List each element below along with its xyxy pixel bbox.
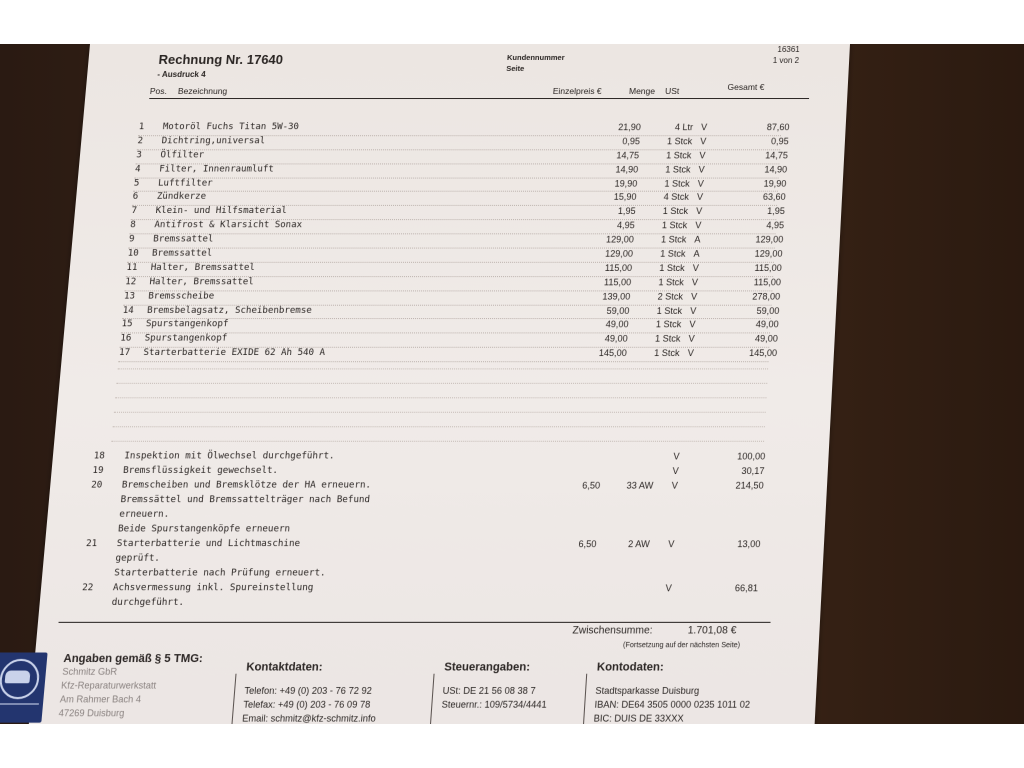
item-total: 115,00 — [754, 262, 783, 273]
item-vat-code: V — [689, 305, 697, 316]
service-row — [92, 464, 777, 479]
item-total: 145,00 — [748, 348, 778, 359]
item-total: 63,60 — [762, 192, 786, 203]
header-quantity: Menge — [628, 85, 656, 97]
item-total: 4,95 — [766, 220, 785, 231]
item-description: Filter, Innenraumluft — [158, 164, 275, 175]
item-total: 278,00 — [752, 291, 781, 302]
item-quantity: 4 Stck — [663, 192, 690, 203]
footer-divider — [581, 674, 587, 724]
item-description: Halter, Bremssattel — [150, 262, 256, 273]
contact-email: Email: schmitz@kfz-schmitz.info — [241, 713, 377, 724]
legal-info — [58, 653, 203, 721]
table-row — [133, 178, 787, 192]
tax-heading: Steuerangaben: — [443, 660, 531, 674]
invoice-title: Rechnung Nr. 17640 — [158, 51, 284, 67]
photo-background — [0, 44, 1024, 724]
item-quantity: 1 Stck — [655, 319, 682, 330]
item-vat-code: A — [694, 234, 701, 245]
item-position: 4 — [134, 164, 141, 175]
item-unit-price: 129,00 — [605, 234, 635, 245]
service-position: 22 — [81, 582, 94, 594]
service-position: 19 — [91, 465, 104, 477]
item-description: Ölfilter — [160, 150, 205, 161]
item-total: 19,90 — [763, 178, 787, 189]
item-position: 9 — [128, 234, 135, 245]
item-unit-price: 49,00 — [604, 333, 628, 345]
header-pos: Pos. — [149, 85, 168, 97]
service-total: 66,81 — [734, 582, 759, 594]
legal-line: Kfz-Reparaturwerkstatt — [60, 680, 157, 691]
item-unit-price: 115,00 — [603, 276, 632, 288]
item-unit-price: 145,00 — [598, 348, 628, 359]
item-description: Antifrost & Klarsicht Sonax — [153, 220, 303, 231]
item-position: 5 — [133, 178, 140, 189]
bank-name: Stadtsparkasse Duisburg — [595, 685, 700, 697]
item-unit-price: 49,00 — [605, 319, 629, 330]
item-quantity: 1 Stck — [656, 305, 683, 316]
service-vat-code: V — [667, 538, 675, 550]
service-table — [80, 449, 778, 610]
item-total: 129,00 — [755, 234, 784, 245]
header-unit-price: Einzelpreis € — [552, 85, 602, 97]
item-vat-code: A — [693, 248, 700, 259]
item-description: Bremsbelagsatz, Scheibenbremse — [146, 305, 313, 316]
service-description: Starterbatterie und Lichtmaschine geprüft. Starterbatterie nach Prüfung erneuert. — [113, 538, 326, 579]
item-unit-price: 115,00 — [604, 262, 633, 273]
bank-info — [593, 661, 752, 724]
item-description: Bremssattel — [151, 248, 213, 259]
item-total: 1,95 — [766, 206, 786, 217]
item-vat-code: V — [690, 291, 698, 302]
item-unit-price: 14,90 — [615, 164, 639, 175]
service-description: Inspektion mit Ölwechsel durchgeführt. — [123, 451, 335, 462]
item-total: 129,00 — [754, 248, 783, 259]
bank-bic: BIC: DUIS DE 33XXX — [593, 713, 684, 724]
service-total: 100,00 — [736, 451, 766, 462]
item-position: 14 — [122, 305, 135, 316]
item-description: Spurstangenkopf — [144, 333, 228, 345]
item-total: 49,00 — [755, 319, 779, 330]
empty-row-line — [118, 368, 768, 369]
item-description: Halter, Bremssattel — [149, 276, 255, 288]
item-quantity: 1 Stck — [664, 178, 691, 189]
item-position: 2 — [137, 136, 144, 147]
service-row — [93, 449, 778, 464]
empty-row-line — [115, 397, 766, 398]
item-vat-code: V — [687, 348, 695, 359]
item-vat-code: V — [694, 220, 702, 231]
service-vat-code: V — [672, 465, 680, 477]
item-position: 15 — [121, 319, 133, 330]
empty-row-line — [113, 426, 765, 427]
item-total: 115,00 — [753, 276, 782, 288]
item-position: 10 — [127, 248, 140, 259]
contact-info — [242, 661, 380, 724]
subtotal-value: 1.701,08 € — [687, 625, 737, 637]
table-row — [118, 348, 778, 362]
item-quantity: 1 Stck — [653, 348, 680, 359]
table-row — [137, 136, 789, 150]
table-row — [119, 333, 779, 348]
item-description: Luftfilter — [157, 178, 214, 189]
table-row — [134, 164, 788, 178]
item-position: 16 — [119, 333, 132, 345]
item-quantity: 1 Stck — [661, 220, 688, 231]
item-position: 7 — [130, 206, 138, 217]
item-unit-price: 21,90 — [617, 122, 642, 133]
customer-number-value: 16361 — [777, 44, 800, 54]
empty-row-line — [116, 383, 767, 384]
service-description: Achsvermessung inkl. Spureinstellung durchgeführt. — [111, 582, 314, 609]
table-row — [127, 248, 783, 263]
legal-heading: Angaben gemäß § 5 TMG: — [62, 652, 204, 666]
header-total: Gesamt € — [727, 81, 765, 92]
item-position: 8 — [129, 220, 137, 231]
item-position: 12 — [124, 276, 137, 288]
service-quantity: 33 AW — [626, 480, 654, 491]
item-unit-price: 139,00 — [602, 291, 631, 302]
service-description: Bremscheiben und Bremsklötze der HA erneuern. Bremssättel und Bremssattelträger nach Befund erneuern. Beide Spurstangenköpfe erneuern — [117, 480, 372, 535]
page-value: 1 von 2 — [772, 55, 800, 65]
item-total: 14,75 — [764, 150, 789, 161]
item-unit-price: 19,90 — [614, 178, 638, 189]
table-row — [132, 192, 786, 206]
item-description: Spurstangenkopf — [145, 319, 229, 330]
invoice-subtitle: - Ausdruck 4 — [156, 69, 206, 79]
item-total: 14,90 — [764, 164, 788, 175]
item-quantity: 1 Stck — [660, 234, 687, 245]
table-row — [135, 150, 789, 164]
item-description: Klein- und Hilfsmaterial — [155, 206, 288, 217]
item-table — [118, 122, 790, 362]
workshop-logo — [0, 653, 48, 723]
legal-line: 47269 Duisburg — [58, 707, 125, 719]
footer-divider — [428, 674, 434, 724]
customer-number-label: Kundennummer — [506, 52, 565, 62]
service-row — [83, 537, 773, 581]
item-unit-price: 59,00 — [606, 305, 630, 316]
service-position: 18 — [93, 451, 106, 462]
item-description: Dichtring,universal — [161, 136, 266, 147]
page-label: Seite — [505, 63, 525, 73]
bank-iban: IBAN: DE64 3505 0000 0235 1011 02 — [594, 699, 751, 710]
service-row — [87, 478, 777, 536]
continuation-note: (Fortsetzung auf der nächsten Seite) — [622, 641, 741, 650]
tax-info — [441, 661, 549, 712]
item-quantity: 4 Ltr — [674, 122, 694, 133]
invoice-footer — [25, 650, 819, 724]
empty-row-line — [114, 412, 766, 413]
item-total: 0,95 — [770, 136, 789, 147]
service-total: 30,17 — [741, 465, 765, 477]
table-row — [126, 262, 783, 277]
contact-fax: Telefax: +49 (0) 203 - 76 09 78 — [242, 699, 371, 710]
item-vat-code: V — [698, 164, 705, 175]
item-vat-code: V — [689, 319, 696, 330]
table-row — [124, 276, 782, 291]
item-position: 1 — [138, 122, 145, 133]
item-quantity: 1 Stck — [665, 150, 692, 161]
header-description: Bezeichnung — [177, 85, 228, 97]
service-total: 13,00 — [737, 538, 761, 550]
service-vat-code: V — [665, 582, 673, 594]
bank-heading: Kontodaten: — [596, 660, 665, 674]
service-unit-price: 6,50 — [581, 480, 601, 491]
service-row — [80, 581, 771, 610]
item-description: Zündkerze — [156, 192, 207, 203]
contact-phone: Telefon: +49 (0) 203 - 76 72 92 — [244, 685, 373, 697]
item-vat-code: V — [700, 122, 708, 133]
tax-vat-id: USt: DE 21 56 08 38 7 — [442, 685, 536, 697]
item-quantity: 1 Stck — [665, 164, 691, 175]
item-description: Bremssattel — [152, 234, 214, 245]
item-position: 6 — [132, 192, 139, 203]
item-vat-code: V — [692, 262, 700, 273]
service-quantity: 2 AW — [627, 538, 651, 550]
item-total: 59,00 — [756, 305, 780, 316]
item-quantity: 2 Stck — [657, 291, 684, 302]
legal-line: Schmitz GbR — [61, 666, 118, 677]
item-quantity: 1 Stck — [654, 333, 681, 345]
header-rule — [149, 98, 809, 99]
item-unit-price: 14,75 — [616, 150, 640, 161]
item-position: 17 — [118, 348, 131, 359]
service-position: 20 — [90, 480, 103, 491]
table-row — [138, 122, 790, 136]
header-vat: USt — [664, 85, 680, 97]
item-unit-price: 1,95 — [617, 206, 636, 217]
item-quantity: 1 Stck — [666, 136, 693, 147]
table-row — [123, 291, 781, 305]
legal-line: Am Rahmer Bach 4 — [59, 693, 142, 705]
service-total: 214,50 — [735, 480, 764, 491]
item-unit-price: 0,95 — [622, 136, 641, 147]
item-description: Motoröl Fuchs Titan 5W-30 — [162, 122, 300, 133]
item-description: Starterbatterie EXIDE 62 Ah 540 A — [142, 348, 326, 359]
service-vat-code: V — [671, 480, 679, 491]
item-vat-code: V — [695, 206, 703, 217]
item-position: 13 — [123, 291, 136, 302]
item-quantity: 1 Stck — [662, 206, 689, 217]
footer-divider — [230, 674, 237, 724]
item-total: 49,00 — [754, 333, 779, 345]
item-unit-price: 15,90 — [613, 192, 637, 203]
item-vat-code: V — [696, 192, 704, 203]
table-row — [122, 305, 780, 319]
service-description: Bremsflüssigkeit gewechselt. — [122, 465, 279, 477]
table-row — [121, 319, 779, 334]
item-quantity: 1 Stck — [659, 248, 686, 259]
table-row — [129, 220, 785, 234]
item-position: 3 — [135, 150, 143, 161]
item-quantity: 1 Stck — [659, 262, 685, 273]
subtotal-rule — [58, 622, 770, 623]
subtotal-label: Zwischensumme: — [572, 625, 653, 637]
invoice-paper — [25, 44, 850, 724]
item-unit-price: 4,95 — [616, 220, 636, 231]
item-position: 11 — [126, 262, 138, 273]
contact-heading: Kontaktdaten: — [245, 660, 324, 674]
item-vat-code: V — [697, 178, 705, 189]
service-position: 21 — [85, 538, 98, 550]
item-quantity: 1 Stck — [658, 276, 685, 288]
table-row — [128, 234, 784, 248]
tax-number: Steuernr.: 109/5734/4441 — [441, 699, 547, 710]
service-vat-code: V — [673, 451, 680, 462]
table-row — [130, 206, 786, 220]
item-vat-code: V — [699, 136, 707, 147]
item-vat-code: V — [699, 150, 706, 161]
empty-row-line — [111, 441, 764, 442]
item-total: 87,60 — [766, 122, 790, 133]
item-vat-code: V — [688, 333, 695, 345]
service-unit-price: 6,50 — [578, 538, 597, 550]
item-description: Bremsscheibe — [147, 291, 215, 302]
item-vat-code: V — [691, 276, 699, 288]
item-unit-price: 129,00 — [604, 248, 634, 259]
